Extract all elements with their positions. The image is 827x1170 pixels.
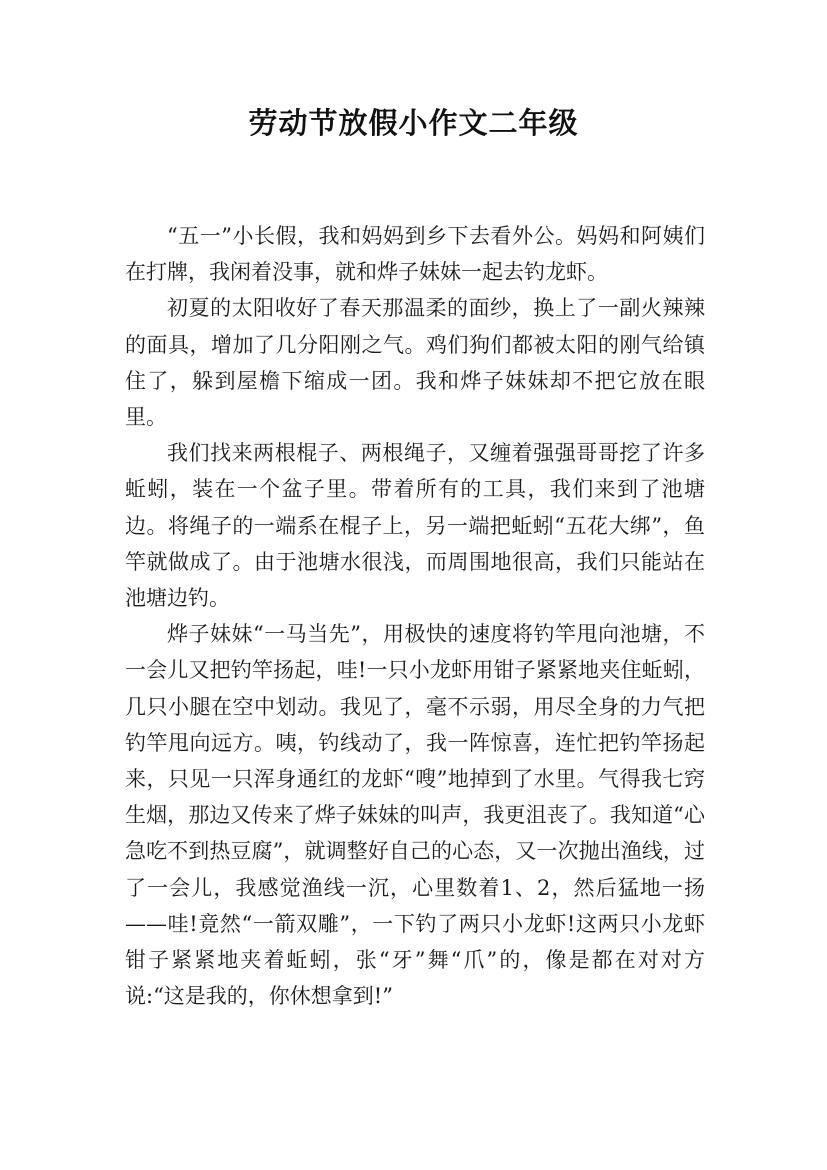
paragraph-2: 初夏的太阳收好了春天那温柔的面纱，换上了一副火辣辣的面具，增加了几分阳刚之气。鸡们狗们都被太阳的刚气给镇住了，躲到屋檐下缩成一团。我和烨子妹妹却不把它放在眼里。 [125, 296, 705, 430]
document-title: 劳动节放假小作文二年级 [248, 106, 579, 140]
paragraph-1: “五一”小长假，我和妈妈到乡下去看外公。妈妈和阿姨们在打牌，我闲着没事，就和烨子妹妹一起去钓龙虾。 [125, 224, 705, 285]
document-body [125, 218, 705, 1014]
paragraph-4: 烨子妹妹“一马当先”，用极快的速度将钓竿甩向池塘，不一会儿又把钓竿扬起，哇!一只小龙虾用钳子紧紧地夹住蚯蚓，几只小腿在空中划动。我见了，毫不示弱，用尽全身的力气把钓竿甩向远方。咦，钓线动了，我一阵惊喜，连忙把钓竿扬起来，只见一只浑身通红的龙虾“嗖”地掉到了水里。气得我七窍生烟，那边又传来了烨子妹妹的叫声，我更沮丧了。我知道“心急吃不到热豆腐”，就调整好自己的心态，又一次抛出渔线，过了一会儿，我感觉渔线一沉，心里数着1、2，然后猛地一扬——哇!竟然“一箭双雕”，一下钓了两只小龙虾!这两只小龙虾钳子紧紧地夹着蚯蚓，张“牙”舞“爪”的，像是都在对对方说:“这是我的，你休想拿到!” [125, 622, 705, 1009]
paragraph-3: 我们找来两根棍子、两根绳子，又缠着强强哥哥挖了许多蚯蚓，装在一个盆子里。带着所有的工具，我们来到了池塘边。将绳子的一端系在棍子上，另一端把蚯蚓“五花大绑”，鱼竿就做成了。由于池塘水很浅，而周围地很高，我们只能站在池塘边钓。 [125, 441, 705, 611]
